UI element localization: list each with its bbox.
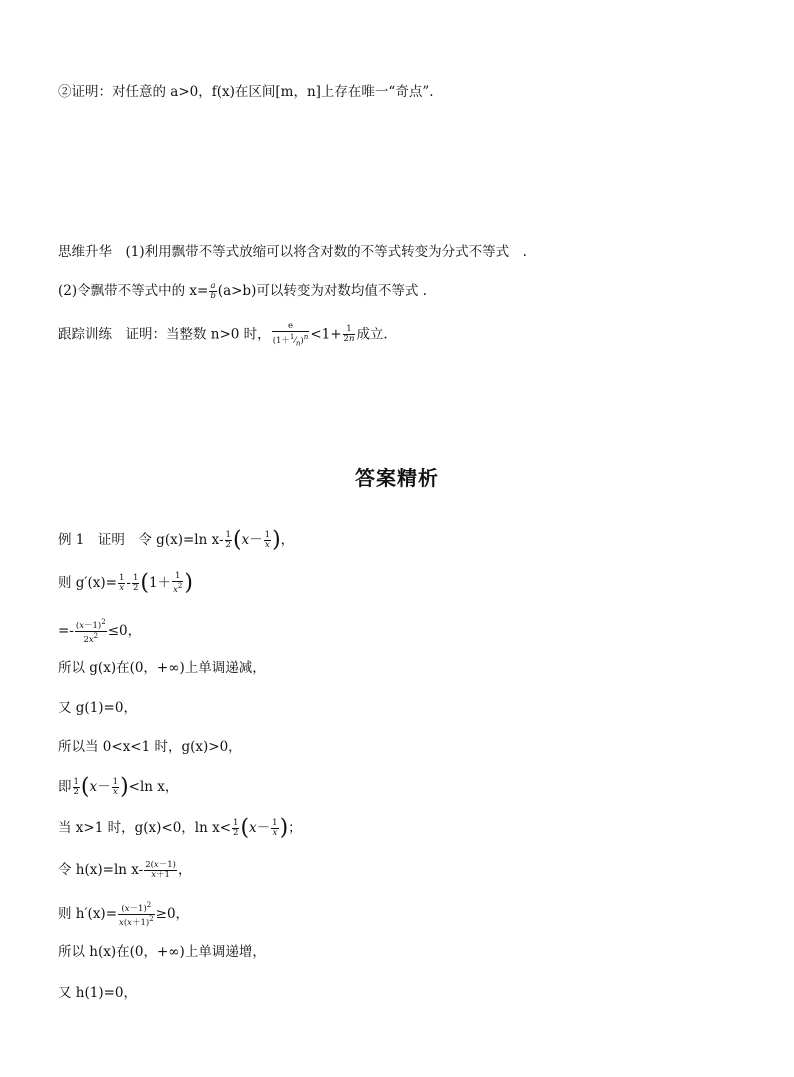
answer-title: 答案精析 xyxy=(355,466,439,490)
solution-line-1: 例 1 证明 令 g(x)=ln x- $\frac{1}{2}$ (x－ $\frac{1}{x}$ )， xyxy=(58,527,295,553)
solution-line-3: =- $\frac{(x-1)^2}{2x^2}$ ≤0， xyxy=(58,618,142,645)
solution-line-2: 则 g′(x)= $\frac{1}{x}$ - $\frac{1}{2}$ (1＋ $\frac{1}{x^2}$ ) xyxy=(58,570,193,596)
proof-prompt: ②证明：对任意的 a>0，f(x)在区间[m，n]上存在唯一“奇点”. xyxy=(58,84,434,100)
solution-line-12: 又 h(1)=0， xyxy=(58,985,138,1001)
solution-line-4: 所以 g(x)在(0，+∞)上单调递减， xyxy=(58,660,266,676)
solution-line-8: 当 x>1 时，g(x)<0，ln x< $\frac{1}{2}$ (x－ $\frac{1}{x}$ )； xyxy=(58,815,302,841)
fraction-a-over-b: $\frac{a}{b}$ xyxy=(210,281,216,301)
solution-line-7: 即 $\frac{1}{2}$ (x－ $\frac{1}{x}$ )<ln x， xyxy=(58,774,179,800)
solution-line-5: 又 g(1)=0， xyxy=(58,700,137,716)
fraction-e-over-power: $\frac{e}{(1+^1⁄_n)^n}$ xyxy=(272,321,309,348)
summary-line-2: (2)令飘带不等式中的 x= $\frac{a}{b}$ (a>b)可以转变为对数均值不等式 . xyxy=(58,281,427,301)
solution-line-11: 所以 h(x)在(0，+∞)上单调递增， xyxy=(58,944,266,960)
practice-line: 跟踪训练 证明：当整数 n>0 时， $\frac{e}{(1+^1⁄_n)^n}$ <1+ $\frac{1}{2n}$ 成立. xyxy=(58,321,388,348)
solution-line-9: 令 h(x)=ln x- $\frac{2(x-1)}{x+1}$ ， xyxy=(58,860,192,880)
fraction-1-over-2n: $\frac{1}{2n}$ xyxy=(343,324,355,345)
summary-line-1: 思维升华 (1)利用飘带不等式放缩可以将含对数的不等式转变为分式不等式 . xyxy=(58,244,527,260)
solution-line-6: 所以当 0<x<1 时，g(x)>0， xyxy=(58,739,242,755)
solution-line-10: 则 h′(x)= $\frac{(x-1)^2}{x(x+1)^2}$ ≥0， xyxy=(58,901,190,928)
